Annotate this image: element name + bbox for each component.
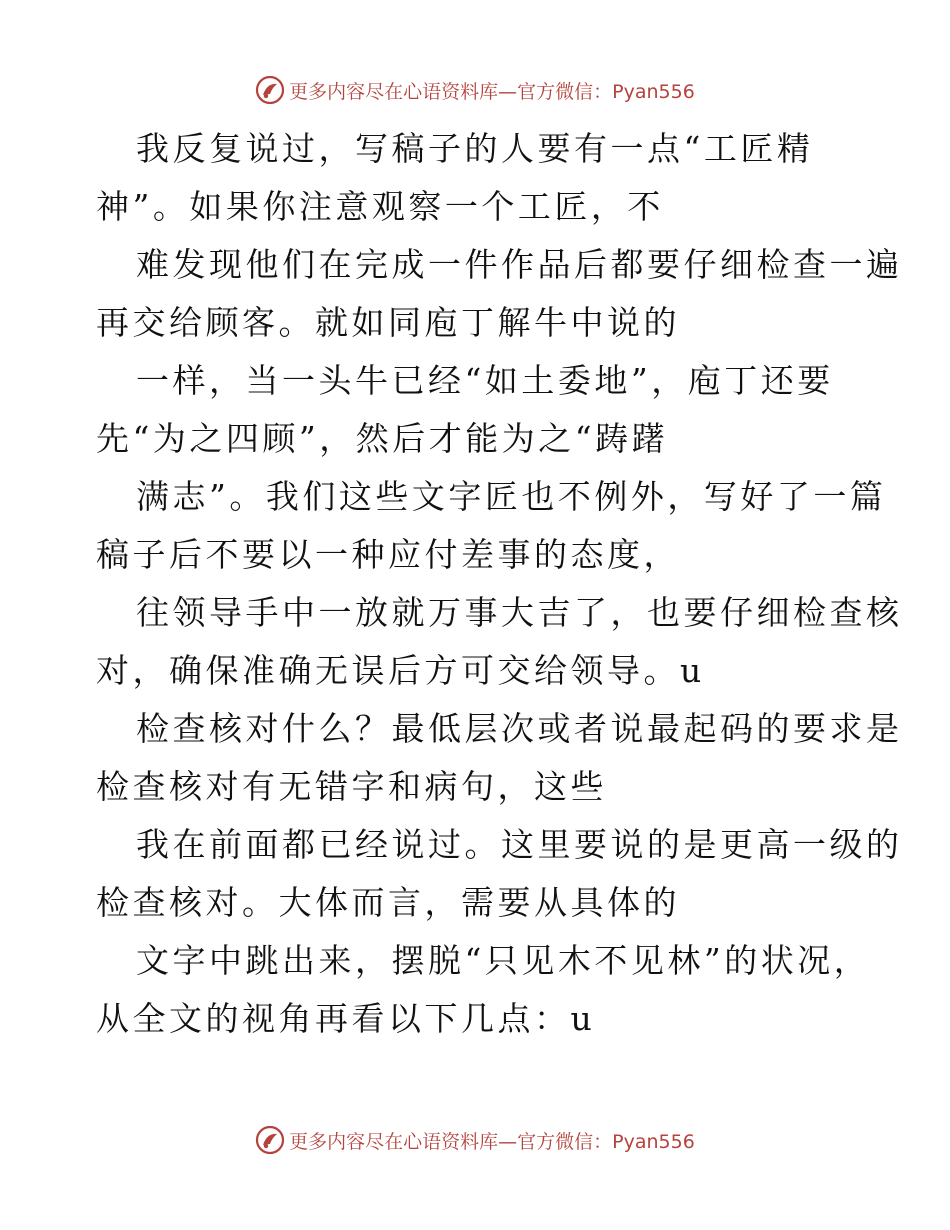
text-line: 对，确保准确无误后方可交给领导。u: [96, 651, 705, 690]
text-line: 检查核对有无错字和病句，这些: [96, 767, 607, 806]
text-line: 神”。如果你注意观察一个工匠，不: [96, 187, 664, 226]
wechat-id: Pyan556: [612, 1130, 695, 1153]
text-line: 一样，当一头牛已经“如土委地”，庖丁还要: [136, 361, 834, 400]
brand-logo-icon: [255, 75, 285, 105]
wechat-id: Pyan556: [612, 80, 695, 103]
text-line: 从全文的视角再看以下几点：u: [96, 999, 596, 1038]
text-line: 检查核对什么？最低层次或者说最起码的要求是: [136, 709, 903, 748]
text-line: 文字中跳出来，摆脱“只见木不见林”的状况，: [136, 941, 871, 980]
footer-watermark: [0, 1120, 950, 1160]
text-line: 我在前面都已经说过。这里要说的是更高一级的: [136, 825, 903, 864]
text-line: 先“为之四顾”，然后才能为之“踌躇: [96, 419, 669, 458]
brand-logo-icon: [255, 1125, 285, 1155]
text-line: 往领导手中一放就万事大吉了，也要仔细检查核: [136, 593, 903, 632]
text-line: 满志”。我们这些文字匠也不例外，写好了一篇: [136, 477, 887, 516]
text-line: 稿子后不要以一种应付差事的态度，: [96, 535, 680, 574]
header-watermark: [0, 70, 950, 110]
watermark-text: 更多内容尽在心语资料库—官方微信：Pyan556: [289, 80, 695, 103]
document-body: [96, 120, 903, 1048]
text-line: 我反复说过，写稿子的人要有一点“工匠精: [136, 129, 814, 168]
text-line: 难发现他们在完成一件作品后都要仔细检查一遍: [136, 245, 903, 284]
watermark-text: 更多内容尽在心语资料库—官方微信：Pyan556: [289, 1130, 695, 1153]
text-line: 再交给顾客。就如同庖丁解牛中说的: [96, 303, 680, 342]
text-line: 检查核对。大体而言，需要从具体的: [96, 883, 680, 922]
